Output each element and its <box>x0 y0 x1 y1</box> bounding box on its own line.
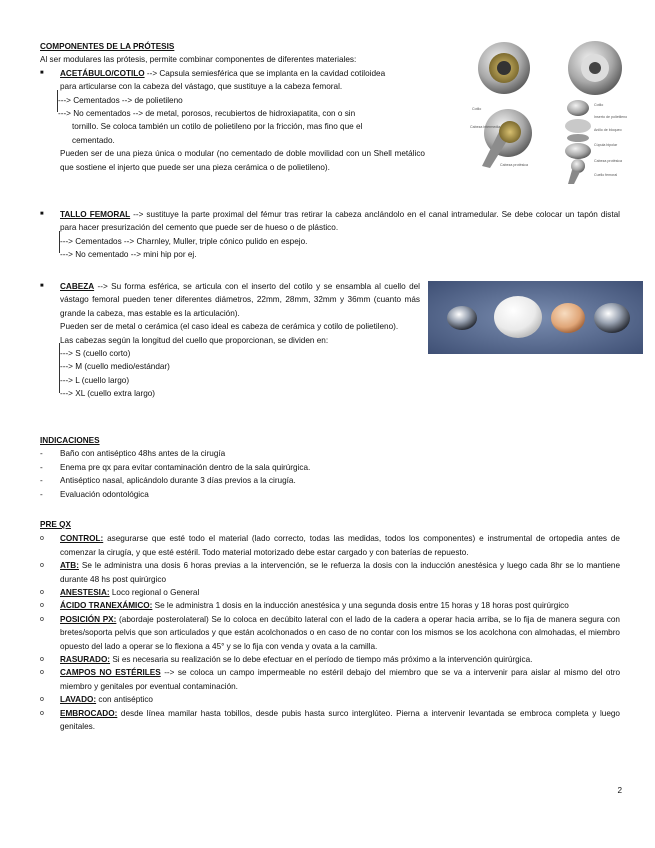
bullet-square-icon: ■ <box>40 283 44 289</box>
bullet-circle-icon: o <box>40 535 44 543</box>
tallo-item <box>40 208 620 235</box>
figure-label: Cabeza protésica <box>594 159 622 163</box>
tallo-term: TALLO FEMORAL <box>60 210 131 219</box>
size-item: ---> L (cuello largo) <box>60 375 130 385</box>
indicaciones-section <box>40 434 620 501</box>
components-intro: Al ser modulares las prótesis, permite combinar componentes de diferentes materiales: <box>40 55 357 65</box>
cabeza-sizes-list <box>40 347 420 401</box>
preqx-item: o POSICIÓN PX: (abordaje posterolateral) Se lo coloca en decúbito lateral con el lado de la cadera a operar hacia arriba, se lo fija de manera segura con bretes/soporta pelvis que son articulados y que están acolchonados o en caso de no contar con los mismos se los acolchona con almohadas, el miembro opuesto del lado a operar se lo flexiona a 45° y se lo fija con venda y ovata a la camilla. <box>40 614 620 651</box>
figure-label: Cuello femoral <box>594 173 618 177</box>
indicacion-item: - Baño con antiséptico 48hs antes de la cirugía <box>40 449 226 459</box>
bullet-circle-icon: o <box>40 656 44 664</box>
tallo-sub2: ---> No cementado --> mini hip por ej. <box>60 250 197 260</box>
preqx-item: o LAVADO: con antiséptico <box>40 693 620 706</box>
preqx-item: o ATB: Se le administra una dosis 6 horas previas a la intervención, se le refuerza la dosis con la inducción anestésica y luego cada 8hr se lo mantiene durante 48 hs post quirúrgico <box>40 561 620 584</box>
size-item: ---> XL (cuello extra largo) <box>60 389 156 399</box>
figure-label: Anillo de bloqueo <box>594 128 622 132</box>
preqx-item: o CONTROL: asegurarse que esté todo el material (lado correcto, todas las medidas, todos los componentes) e instrumental de ortopedia antes de comenzar la cirugía, y que esté estéril. Todo material motorizado debe estar cargado y con baterías de repuesto. <box>40 534 620 557</box>
preqx-item: o CAMPOS NO ESTÉRILES --> se coloca un campo impermeable no estéril debajo del miembro que se va a intervenir para aislar al mismo del otro miembro y genitales por eventual contaminación. <box>40 668 620 691</box>
cabeza-sizes-intro: Las cabezas según la longitud del cuello que proporcionan, se dividen en: <box>60 335 329 345</box>
prosthesis-diagram <box>470 38 648 186</box>
acetabulo-text: --> Capsula semiesférica que se implanta en la cavidad cotiloidea <box>144 68 386 78</box>
indicacion-item: - Enema pre qx para evitar contaminación dentro de la sala quirúrgica. <box>40 462 311 472</box>
preqx-item: o ANESTESIA: Loco regional o General <box>40 586 620 599</box>
figure-label: Cabeza protésica <box>500 163 528 167</box>
tree-connector <box>57 90 58 112</box>
acetabulo-extra: Pueden ser de una pieza única o modular (no cementado de doble movilidad con un Shell metálico que sostiene el injerto que puede ser una pieza cerámica o de polietileno). <box>60 149 425 172</box>
cabeza-section <box>40 280 420 401</box>
acetabulo-sub1: ---> Cementados --> de polietileno <box>58 95 183 105</box>
bullet-circle-icon: o <box>40 696 44 704</box>
cabeza-text: --> Su forma esférica, se articula con el inserto del cotilo y se ensambla al cuello del vástago femoral pueden tener diferentes diámetros, 22mm, 28mm, 32mm y 36mm (cuanto más grande la cabeza, mas estable es la articulación). <box>60 282 420 318</box>
acetabulo-subtree <box>40 94 425 148</box>
bullet-circle-icon: o <box>40 602 44 610</box>
femoral-heads-image <box>428 281 643 354</box>
bullet-circle-icon: o <box>40 615 44 623</box>
exploded-view-image <box>567 100 589 116</box>
acetabulo-text-cont: para articularse con la cabeza del vástago, que sustituye a la cabeza femoral. <box>60 82 343 92</box>
tree-connector <box>59 343 60 393</box>
preqx-item: o ÁCIDO TRANEXÁMICO: Se le administra 1 dosis en la inducción anestésica y una segunda dosis entre 15 horas y 18 horas post quirúrgico <box>40 599 620 612</box>
cabeza-material: Pueden ser de metal o cerámica (el caso ideal es cabeza de cerámica y cotilo de polietileno). <box>60 322 399 332</box>
preqx-section <box>40 518 620 734</box>
components-section <box>40 40 425 174</box>
tree-connector <box>59 231 60 253</box>
bullet-square-icon: ■ <box>40 211 44 217</box>
figure-label: Inserto de polietileno <box>594 115 628 119</box>
acetabulo-item <box>40 67 425 94</box>
preqx-item: o EMBROCADO: desde línea mamilar hasta tobillos, desde pubis hasta surco interglúteo. Pierna a intervenir levantada se embroca completa y luego genitales. <box>40 708 620 732</box>
tallo-text: --> sustituye la parte proximal del fémur tras retirar la cabeza anclándolo en el canal intramedular. Se debe colocar un tapón distal para hacer presurización del cemento que puede ser de hueso o de plástico. <box>60 210 620 233</box>
page-number: 2 <box>617 786 622 795</box>
figure-label: Cotilo <box>594 103 604 107</box>
femoral-heads-photo <box>428 281 643 354</box>
bullet-circle-icon: o <box>40 562 44 570</box>
tallo-subtree <box>40 235 620 262</box>
bullet-circle-icon: o <box>40 669 44 677</box>
indicacion-item: - Evaluación odontológica <box>40 489 149 499</box>
preqx-item: o RASURADO: Si es necesaria su realización se lo debe efectuar en el período de tiempo más próximo a la intervención quirúrgica. <box>40 653 620 666</box>
figure-label: Cúpula bipolar <box>594 143 618 147</box>
bullet-square-icon: ■ <box>40 69 44 76</box>
figure-label: Cabeza intermedia <box>470 125 501 129</box>
bullet-circle-icon: o <box>40 589 44 597</box>
acetabulo-sub2-cont: tornillo. Se coloca también un cotilo de polietileno por la fricción, mas fino que el <box>72 122 363 132</box>
tallo-sub1: ---> Cementados --> Charnley, Muller, triple cónico pulido en espejo. <box>60 236 308 246</box>
prosthesis-figure <box>470 38 648 186</box>
cabeza-term: CABEZA <box>60 282 95 291</box>
bullet-circle-icon: o <box>40 709 44 717</box>
figure-label: Cotilo <box>472 107 482 111</box>
preqx-heading: PRE QX <box>40 520 71 529</box>
tallo-section <box>40 208 620 262</box>
acetabulo-sub2: ---> No cementados --> de metal, porosos, recubiertos de hidroxiapatita, con o sin <box>58 109 356 119</box>
components-heading: COMPONENTES DE LA PRÓTESIS <box>40 42 175 51</box>
cabeza-item <box>40 280 420 320</box>
acetabulo-term: ACETÁBULO/COTILO <box>60 68 145 78</box>
size-item: ---> S (cuello corto) <box>60 349 131 359</box>
size-item: ---> M (cuello medio/estándar) <box>60 362 170 372</box>
indicaciones-heading: INDICACIONES <box>40 436 100 445</box>
indicacion-item: - Antiséptico nasal, aplicándolo durante 3 días previos a la cirugía. <box>40 476 296 486</box>
acetabulo-sub2-cont2: cementado. <box>72 135 115 145</box>
